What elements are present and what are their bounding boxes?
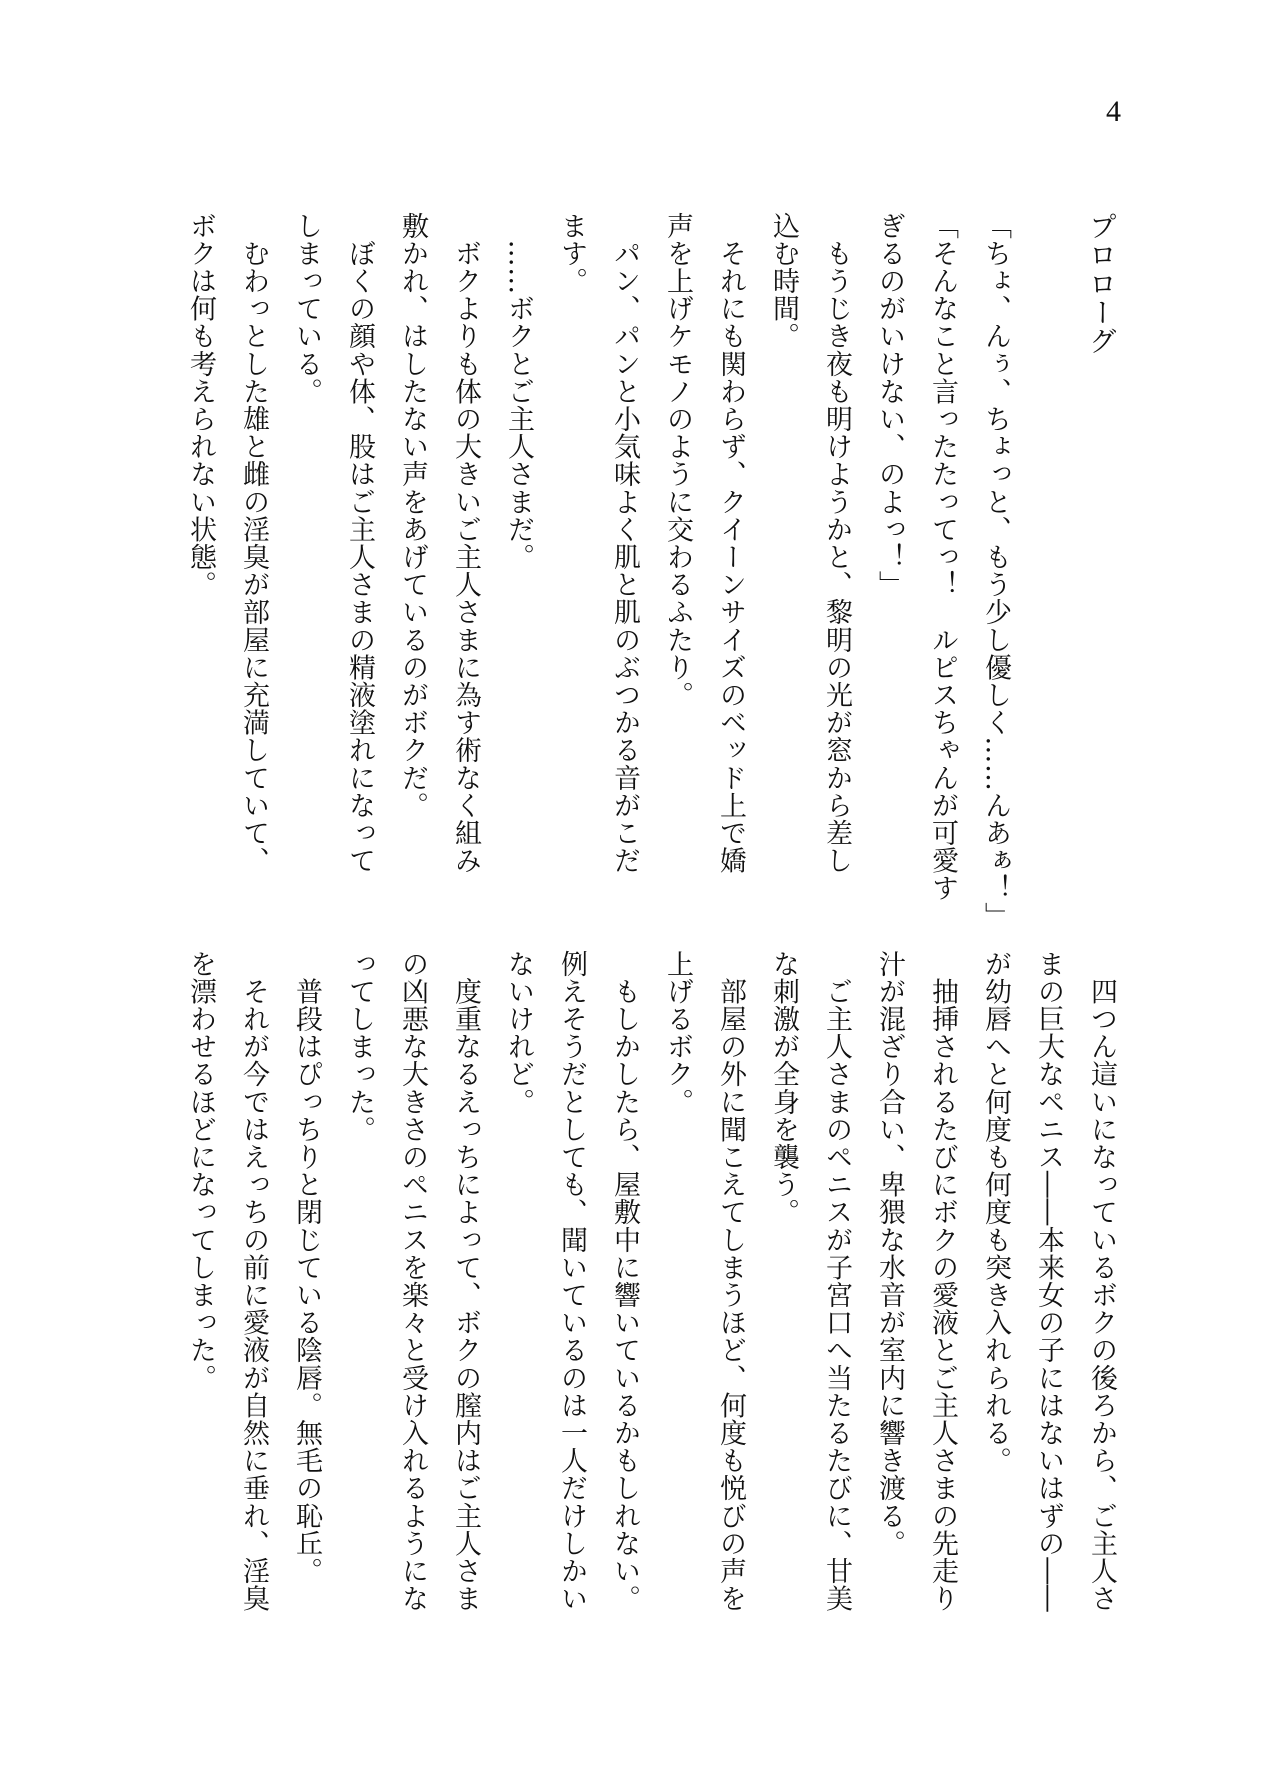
text-line: それが今ではえっちの前に愛液が自然に垂れ、淫臭 bbox=[238, 950, 269, 1613]
text-line: ってしまった。 bbox=[344, 950, 375, 1144]
text-line: が幼唇へと何度も何度も突き入れられる。 bbox=[980, 950, 1011, 1475]
text-line: な刺激が全身を襲う。 bbox=[768, 950, 799, 1226]
text-line: ぼくの顔や体、股はご主人さまの精液塗れになって bbox=[344, 212, 375, 875]
text-line: むわっとした雄と雌の淫臭が部屋に充満していて、 bbox=[238, 212, 269, 875]
text-line: ます。 bbox=[556, 212, 587, 295]
text-line: 「そんなこと言ったたってっ！ ルピスちゃんが可愛す bbox=[927, 212, 958, 902]
chapter-title: プロローグ bbox=[1085, 212, 1118, 355]
text-line: 込む時間。 bbox=[768, 212, 799, 350]
text-block-bottom bbox=[174, 950, 1128, 1630]
text-line: 普段はぴっちりと閉じている陰唇。無毛の恥丘。 bbox=[291, 950, 322, 1585]
text-line: 上げるボク。 bbox=[662, 950, 693, 1116]
text-line: 「ちょ、んぅ、ちょっと、もう少し優しく……んあぁ！」 bbox=[980, 212, 1011, 930]
text-line: しまっている。 bbox=[291, 212, 322, 406]
text-line: ぎるのがいけない、のよっ！」 bbox=[874, 212, 905, 599]
text-line: ボクは何も考えられない状態。 bbox=[185, 212, 216, 599]
text-line: ご主人さまのペニスが子宮口へ当たるたびに、甘美 bbox=[821, 950, 852, 1613]
text-line: パン、パンと小気味よく肌と肌のぶつかる音がこだ bbox=[609, 212, 640, 875]
text-line: もうじき夜も明けようかと、黎明の光が窓から差し bbox=[821, 212, 852, 875]
text-line: ボクよりも体の大きいご主人さまに為す術なく組み bbox=[450, 212, 481, 875]
text-line: の凶悪な大きさのペニスを楽々と受け入れるようにな bbox=[397, 950, 428, 1613]
text-line: ……ボクとご主人さまだ。 bbox=[503, 212, 534, 571]
text-line: 四つん這いになっているボクの後ろから、ご主人さ bbox=[1086, 950, 1117, 1613]
text-line: 敷かれ、はしたない声をあげているのがボクだ。 bbox=[397, 212, 428, 820]
text-line: 部屋の外に聞こえてしまうほど、何度も悦びの声を bbox=[715, 950, 746, 1613]
text-line: もしかしたら、屋敷中に響いているかもしれない。 bbox=[609, 950, 640, 1613]
text-line: ないけれど。 bbox=[503, 950, 534, 1116]
text-line: まの巨大なペニス――本来女の子にはないはずの―― bbox=[1033, 950, 1064, 1613]
text-block-top bbox=[174, 212, 1128, 930]
text-line: 例えそうだとしても、聞いているのは一人だけしかい bbox=[556, 950, 587, 1613]
text-line: 汁が混ざり合い、卑猥な水音が室内に響き渡る。 bbox=[874, 950, 905, 1558]
text-line: それにも関わらず、クイーンサイズのベッド上で嬌 bbox=[715, 212, 746, 875]
text-line: を漂わせるほどになってしまった。 bbox=[185, 950, 216, 1392]
text-line: 度重なるえっちによって、ボクの膣内はご主人さま bbox=[450, 950, 481, 1613]
text-line: 声を上げケモノのように交わるふたり。 bbox=[662, 212, 693, 709]
blank-column bbox=[1022, 212, 1075, 892]
text-line: 抽挿されるたびにボクの愛液とご主人さまの先走り bbox=[927, 950, 958, 1613]
page-number: 4 bbox=[1106, 95, 1121, 128]
